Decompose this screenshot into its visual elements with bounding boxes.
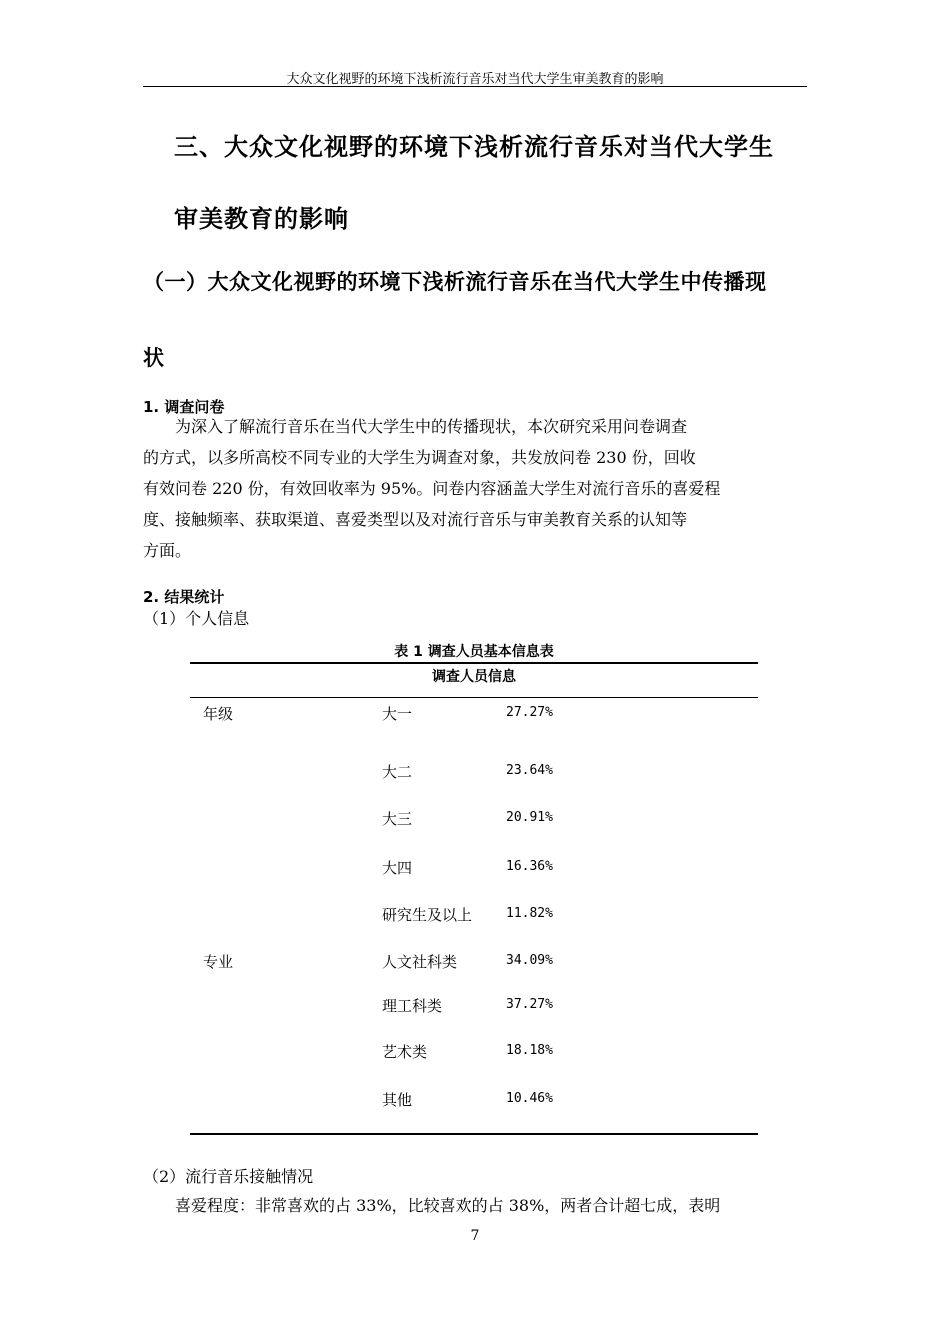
paragraph-line: 为深入了解流行音乐在当代大学生中的传播现状，本次研究采用问卷调查 — [175, 417, 688, 436]
table-cell-item: 理工科类 — [382, 997, 443, 1015]
section-title-line2: 审美教育的影响 — [174, 205, 349, 233]
table-header: 调查人员信息 — [432, 669, 516, 685]
table-cell-item: 艺术类 — [382, 1043, 428, 1061]
paragraph-line: 的方式，以多所高校不同专业的大学生为调查对象，共发放问卷 230 份，回收 — [143, 448, 696, 467]
table-cell-value: 37.27% — [506, 997, 553, 1012]
table-cell-value: 34.09% — [506, 953, 553, 968]
table-cell-item: 大二 — [382, 763, 413, 781]
survey-paragraph — [143, 411, 807, 566]
page-number: 7 — [470, 1228, 480, 1244]
table-cell-item: 大四 — [382, 859, 413, 877]
table-top-rule — [190, 662, 758, 664]
table-cell-value: 16.36% — [506, 859, 553, 874]
table-cell-value: 23.64% — [506, 763, 553, 778]
table-cell-item: 其他 — [382, 1091, 413, 1109]
table-header-rule — [190, 697, 758, 698]
running-header: 大众文化视野的环境下浅析流行音乐对当代大学生审美教育的影响 — [286, 72, 664, 87]
table-cell-item: 大三 — [382, 810, 413, 828]
header-rule — [143, 86, 807, 87]
section-title-line1: 三、大众文化视野的环境下浅析流行音乐对当代大学生 — [174, 133, 774, 161]
contact-subheading: （2）流行音乐接触情况 — [143, 1167, 314, 1186]
table-cell-item: 研究生及以上 — [382, 906, 473, 924]
table-cell-item: 人文社科类 — [382, 953, 458, 971]
paragraph-line: 度、接触频率、获取渠道、喜爱类型以及对流行音乐与审美教育关系的认知等 — [143, 510, 688, 529]
paragraph-line: 方面。 — [143, 541, 192, 560]
survey-heading: 1. 调查问卷 — [143, 398, 225, 416]
table-cell-value: 11.82% — [506, 906, 553, 921]
table-cell-value: 18.18% — [506, 1043, 553, 1058]
subsection-title-line1: （一）大众文化视野的环境下浅析流行音乐在当代大学生中传播现 — [143, 270, 767, 294]
contact-paragraph-line: 喜爱程度：非常喜欢的占 33%，比较喜欢的占 38%，两者合计超七成，表明 — [175, 1196, 721, 1215]
group-label-grade: 年级 — [203, 705, 234, 723]
table-cell-value: 27.27% — [506, 705, 553, 720]
table-bottom-rule — [190, 1133, 758, 1135]
table-caption: 表 1 调查人员基本信息表 — [394, 644, 554, 660]
results-heading: 2. 结果统计 — [143, 588, 225, 606]
paragraph-line: 有效问卷 220 份，有效回收率为 95%。问卷内容涵盖大学生对流行音乐的喜爱程 — [143, 479, 721, 498]
table-cell-item: 大一 — [382, 705, 413, 723]
group-label-major: 专业 — [203, 953, 234, 971]
subsection-title-line2: 状 — [143, 346, 165, 370]
table-cell-value: 10.46% — [506, 1091, 553, 1106]
personal-info-subheading: （1）个人信息 — [143, 609, 250, 628]
table-cell-value: 20.91% — [506, 810, 553, 825]
